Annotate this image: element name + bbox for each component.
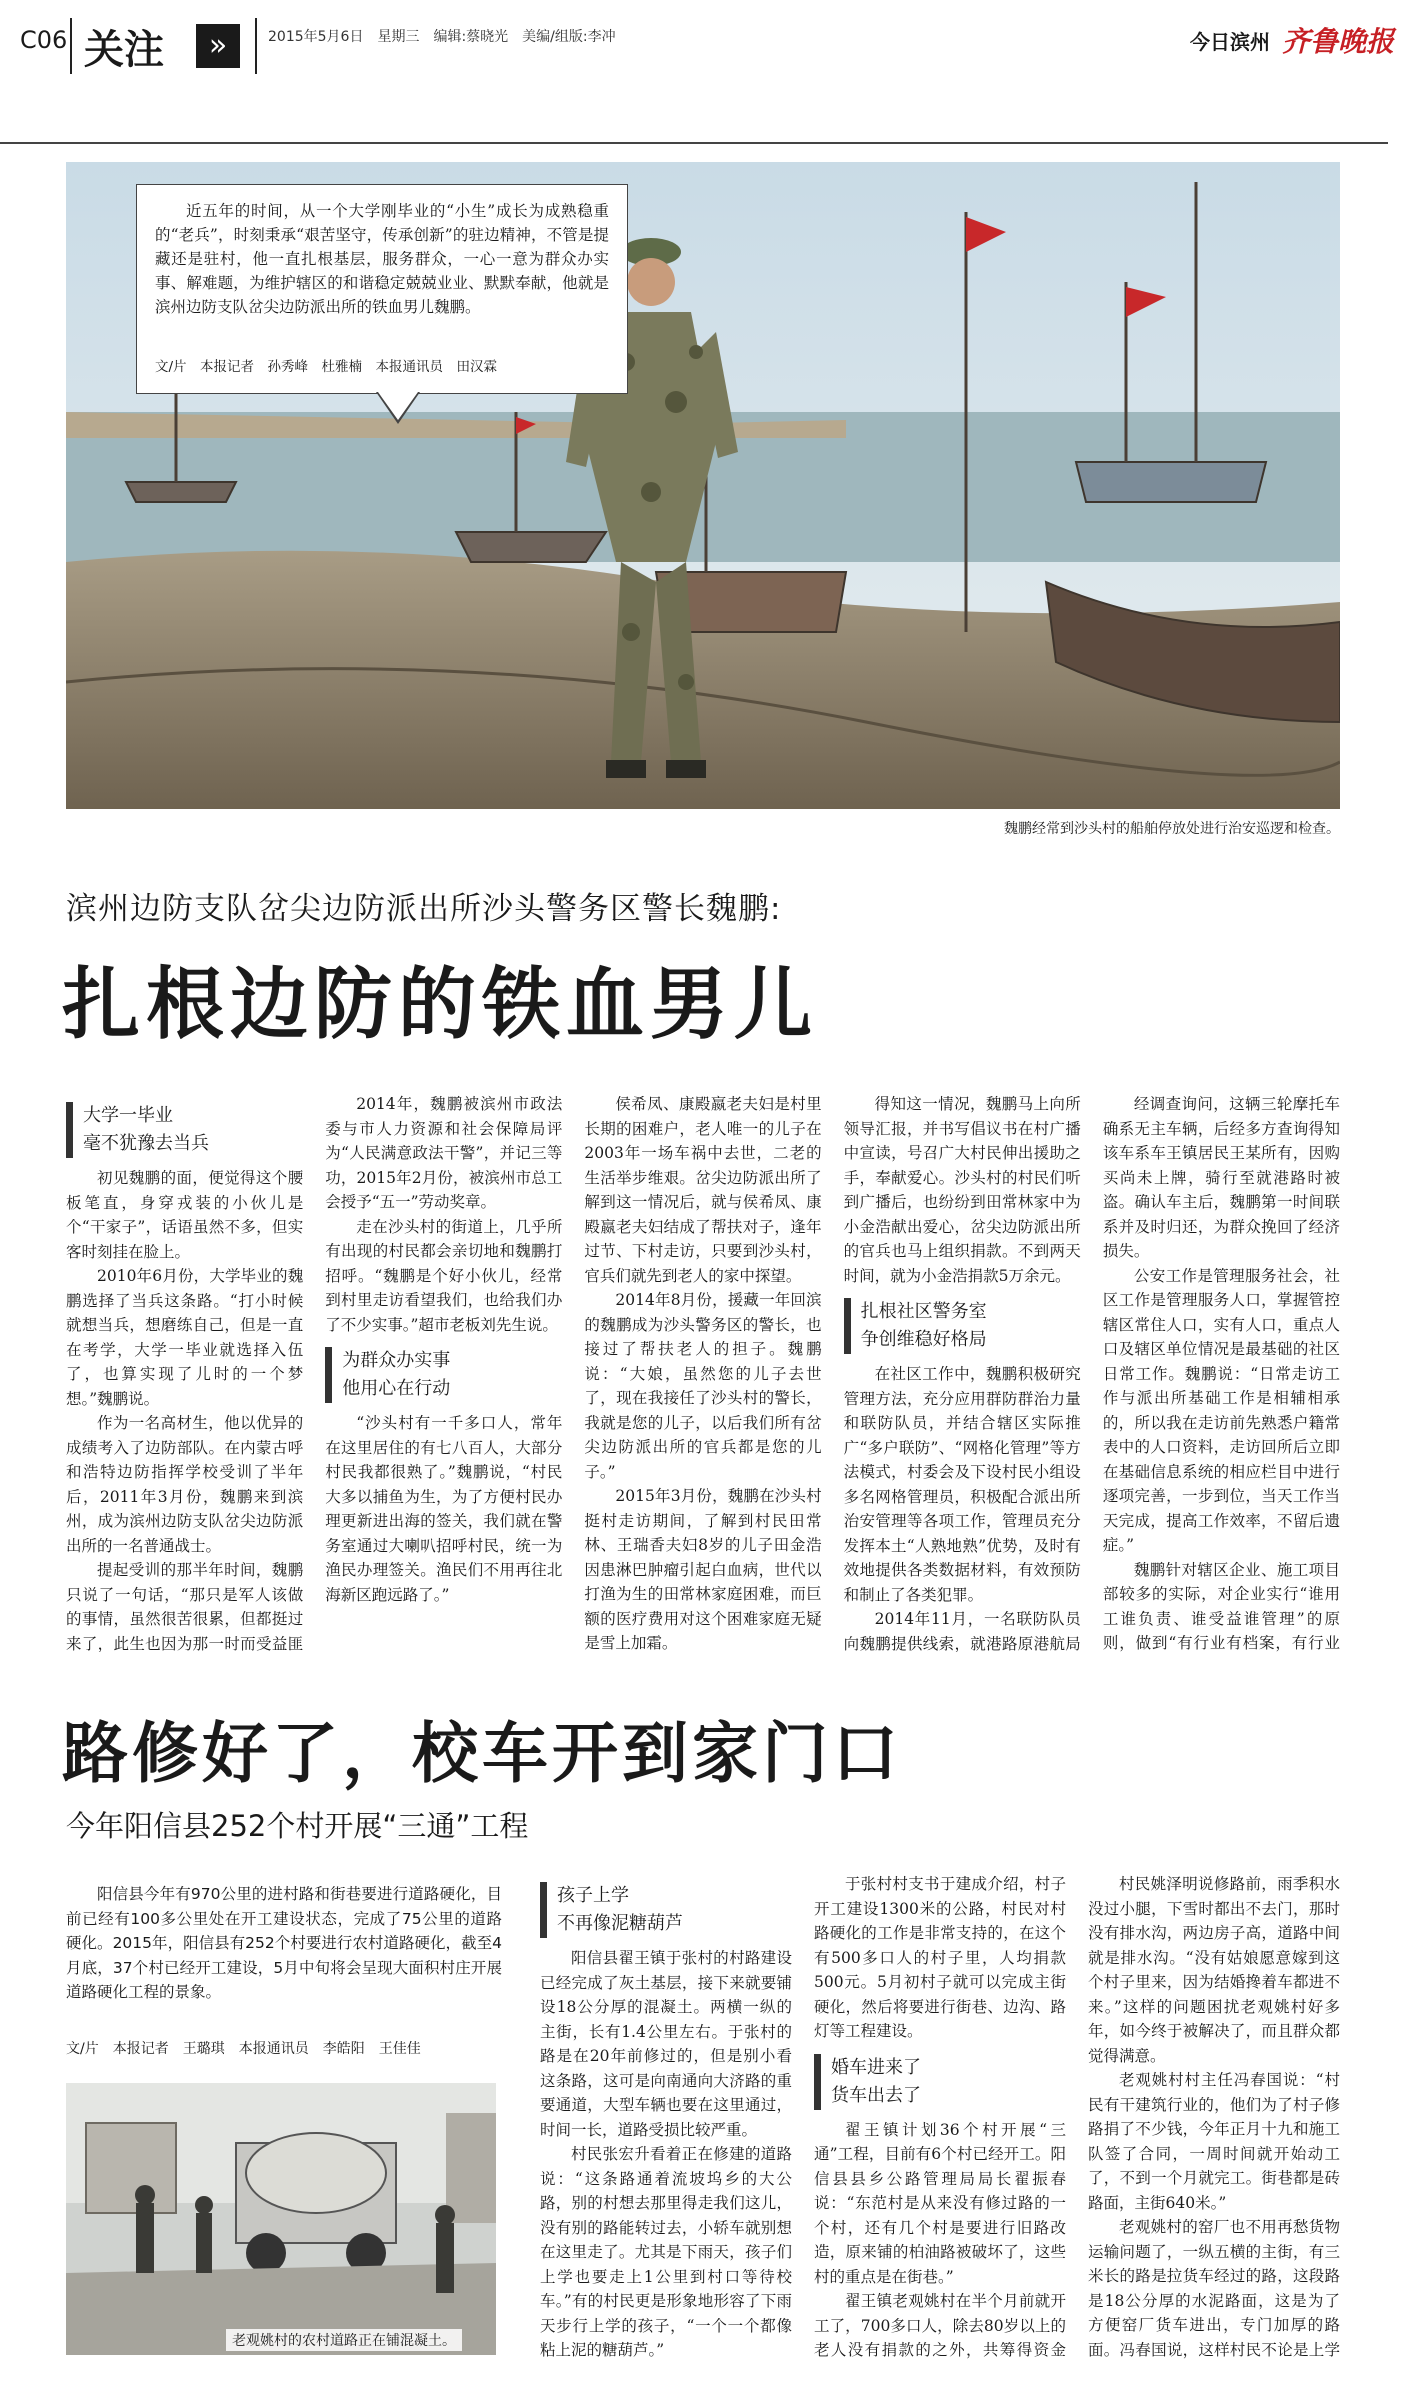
story2-lead: 阳信县今年有970公里的进村路和街巷要进行道路硬化，目前已经有100多公里处在开工建设状态，完成了75公里的道路硬化。2015年，阳信县有252个村要进行农村道路硬化，截至4月底，37个村已经开工建设，5月中旬将会呈现大面积村庄开展道路硬化工程的景象。: [66, 1885, 502, 2001]
paragraph: “沙头村有一千多口人，常年在这里居住的有七八百人，大部分村民我都很熟了。”魏鹏说，“村民大多以捕鱼为生，为了方便村民办理更新进出海的签关，我们就在警务室通过大喇叭招呼村民，统一为渔民办理签关。渔民们不用再往北海新区跑远路了。”: [325, 1414, 563, 1604]
paragraph: 村民张宏升看着正在修建的道路说：“这条路通着流坡坞乡的大公路，别的村想去那里得走我们这儿，没有别的路能转过去，小轿车就别想在这里走了。尤其是下雨天，孩子们上学也要走上1公里到村口等待校车。”有的村民更是形象地形容了下雨天步行上学的孩子，“一个一个都像粘上泥的糖葫芦。”: [540, 2145, 792, 2359]
story2-photo: [66, 2083, 496, 2355]
story2-col-3: [1088, 1872, 1340, 2362]
story1-col-2: [325, 1092, 562, 1652]
story2-headline: 路修好了，校车开到家门口: [62, 1715, 902, 1792]
paragraph: 在社区工作中，魏鹏积极研究管理方法，充分应用群防群治力量和联防队员，并结合辖区实际推广“多户联防”、“网格化管理”等方法模式，村委会及下设村民小组设多名网格管理员，积极配合派出所治安管理等各项工作，管理员充分发挥本土“人熟地熟”优势，及时有效地提供各类数据材料，有效预防和制止了各类犯罪。: [843, 1365, 1081, 1604]
subhead-line: 婚车进来了: [831, 2056, 921, 2078]
story1-col-4: [844, 1092, 1081, 1652]
paragraph: 老观姚村村主任冯春国说：“村民有干建筑行业的，他们为了村子修路捐了不少钱，今年正月十九和施工队签了合同，一周时间就开始动工了，不到一个月就完工。街巷都是砖路面，主街640米。”: [1088, 2071, 1340, 2212]
story2-subhead-2: [814, 2054, 1066, 2110]
story2-subhead-1: [540, 1882, 792, 1938]
subhead-line: 为群众办实事: [342, 1350, 451, 1371]
brand-logo: 齐鲁晚报: [1282, 25, 1395, 58]
subhead-line: 不再像泥糖葫芦: [557, 1913, 683, 1934]
page-header: [0, 12, 1409, 82]
page-number: C06: [20, 26, 68, 54]
road-paving-illustration: [66, 2083, 496, 2355]
subhead-line: 他用心在行动: [342, 1378, 451, 1399]
paragraph: 2010年6月份，大学毕业的魏鹏选择了当兵这条路。“打小时候就想当兵，想磨练自己，但是一直在考学，大学一毕业就选择入伍了，也算实现了儿时的一个梦想。”魏鹏说。: [66, 1267, 304, 1408]
story1-subhead-2: [325, 1347, 562, 1403]
subhead-line: 大学一毕业: [83, 1105, 173, 1126]
paragraph: 翟王镇计划36个村开展“三通”工程，目前有6个村已经开工。阳信县县乡公路管理局局长翟振春说：“东范村是从来没有修过路的一个村，还有几个村是要进行旧路改造，原来铺的柏油路被破坏了，这些村的重点是在街巷。”: [814, 2120, 1066, 2286]
paragraph: 于张村村支书于建成介绍，村子开工建设1300米的公路，村民对村路硬化的工作是非常支持的，在这个有500多口人的村子里，人均捐款500元。5月初村子就可以完成主街硬化，然后将要进行街巷、边沟、路灯等工程建设。: [814, 1875, 1066, 2040]
story2-subhead: 今年阳信县252个村开展“三通”工程: [66, 1809, 529, 1843]
header-rule: [0, 142, 1388, 144]
paragraph: 公安工作是管理服务社会，社区工作是管理服务人口，掌握管控辖区常住人口，实有人口，重点人口及辖区单位情况是最基础的社区日常工作。魏鹏说：“日常走访工作与派出所基础工作是相辅相承的，所以我在走访前先熟悉户籍常表中的人口资料，走访回所后立即在基础信息系统的相应栏目中进行逐项完善，一步到位，当天工作当天完成，提高工作效率，不留后遗症。”: [1102, 1266, 1341, 1554]
story2-col-1: [540, 1872, 792, 2362]
header-divider-left: [70, 18, 72, 74]
paragraph: 村民姚泽明说修路前，雨季积水没过小腿，下雪时都出不去门，那时没有排水沟，两边房子高，道路中间就是排水沟。“没有姑娘愿意嫁到这个村子里来，因为结婚搀着车都进不来。”这样的问题困扰老观姚村好多年，如今终于被解决了，而且群众都觉得满意。: [1088, 1875, 1340, 2065]
brand-name: 今日滨州: [1190, 30, 1270, 54]
story1-headline: 扎根边防的铁血男儿: [62, 960, 819, 1050]
subhead-line: 孩子上学: [557, 1885, 629, 1906]
paragraph: 经调查询问，这辆三轮摩托车确系无主车辆，后经多方查询得知该车系车王镇居民王某所有，因购买尚未上牌，骑行至就港路时被盗。确认车主后，魏鹏第一时间联系并及时归还，为群众挽回了经济损失。: [1102, 1095, 1341, 1260]
issue-info: 2015年5月6日 星期三 编辑:蔡晓光 美编/组版:李冲: [268, 29, 616, 45]
paragraph: 翟王镇老观姚村在半个月前就开工了，700多口人，除去80岁以上的老人没有捐款的之外，共筹得资金: [814, 2292, 1066, 2359]
story1-col-1: [66, 1092, 303, 1652]
story1-kicker: 滨州边防支队岔尖边防派出所沙头警务区警长魏鹏:: [66, 891, 782, 927]
paragraph: 2014年，魏鹏被滨州市政法委与市人力资源和社会保障局评为“人民满意政法干警”，并记三等功，2015年2月份，被滨州市总工会授予“五一”劳动奖章。: [325, 1095, 563, 1211]
paragraph: 作为一名高材生，他以优异的成绩考入了边防部队。在内蒙古呼和浩特边防指挥学校受训了半年后，2011年3月份，魏鹏来到滨州，成为滨州边防支队岔尖边防派出所的一名普通战士。: [66, 1414, 304, 1555]
paragraph: 走在沙头村的街道上，几乎所有出现的村民都会亲切地和魏鹏打招呼。“魏鹏是个好小伙儿，经常到村里走访看望我们，也给我们办了不少实事。”超市老板刘先生说。: [325, 1217, 563, 1334]
story1-body: [66, 1092, 1340, 1652]
story2-col-2: [814, 1872, 1066, 2362]
story1-col-3: [584, 1092, 821, 1652]
subhead-line: 毫不犹豫去当兵: [83, 1133, 209, 1154]
paragraph: 阳信县翟王镇于张村的村路建设已经完成了灰土基层，接下来就要铺设18公分厚的混凝土。两横一纵的主街，长有1.4公里左右。于张村的路是在20年前修过的，但是别小看这条路，这可是向南通向大济路的重要通道，大型车辆也要在这里通过，时间一长，道路受损比较严重。: [540, 1949, 792, 2139]
story2-byline: 文/片 本报记者 王璐琪 本报通讯员 李皓阳 王佳佳: [66, 2041, 421, 2057]
paragraph: 侯希凤、康殿嬴老夫妇是村里长期的困难户，老人唯一的儿子在2003年一场车祸中去世，二老的生活举步维艰。岔尖边防派出所了解到这一情况后，就与侯希凤、康殿嬴老夫妇结成了帮扶对子，逢年过节、下村走访，只要到沙头村，官兵们就先到老人的家中探望。: [584, 1095, 822, 1285]
intro-callout: [136, 184, 628, 394]
story2-photo-caption: 老观姚村的农村道路正在铺混凝土。: [226, 2329, 462, 2351]
paragraph: 老观姚村的窑厂也不用再愁货物运输问题了，一纵五横的主街，有三米长的路是拉货车经过的路，这段路是18公分厚的水泥路面，这是为了方便窑厂货车进出，专门加厚的路面。冯春国说，这样村民不论是上学: [1088, 2218, 1340, 2359]
story1-photo-caption: 魏鹏经常到沙头村的船舶停放处进行治安巡逻和检查。: [1004, 821, 1340, 837]
subhead-line: 货车出去了: [831, 2084, 921, 2106]
story1-subhead-1: [66, 1102, 303, 1158]
paragraph: 提起受训的那半年时间，魏鹏只说了一句话，“那只是军人该做的事情，虽然很苦很累，但都挺过来了，此生也因为那一时而受益匪: [66, 1561, 304, 1652]
story1-col-5: [1103, 1092, 1340, 1652]
story1-byline: 文/片 本报记者 孙秀峰 杜雅楠 本报通讯员 田汉霖: [155, 359, 498, 375]
paragraph: 初见魏鹏的面，便觉得这个腰板笔直，身穿戎装的小伙儿是个“干家子”，话语虽然不多，但实客时刻挂在脸上。: [66, 1169, 304, 1261]
paragraph: 2015年3月份，魏鹏在沙头村挺村走访期间，了解到村民田常林、王瑞香夫妇8岁的儿子田金浩因患淋巴肿瘤引起白血病，世代以打渔为生的田常林家庭困难，而巨额的医疗费用对这个困难家庭无疑是雪上加霜。: [584, 1487, 822, 1652]
paragraph: 得知这一情况，魏鹏马上向所领导汇报，并书写倡议书在村广播中宣读，号召广大村民伸出援助之手，奉献爱心。沙头村的村民们听到广播后，也纷纷到田常林家中为小金浩献出爱心，岔尖边防派出所的官兵也马上组织捐款。不到两天时间，就为小金浩捐款5万余元。: [843, 1095, 1081, 1285]
subhead-line: 争创维稳好格局: [860, 1329, 987, 1350]
paragraph: 2014年11月，一名联防队员向魏鹏提供线索，就港路原港航局: [843, 1610, 1081, 1652]
story2-body: [540, 1872, 1340, 2362]
section-title: 关注: [84, 27, 164, 73]
paragraph: 2014年8月份，援藏一年回滨的魏鹏成为沙头警务区的警长，也接过了帮扶老人的担子。魏鹏说：“大娘，虽然您的儿子去世了，现在我接任了沙头村的警长，我就是您的儿子，以后我们所有岔尖边防派出所的官兵都是您的儿子。”: [584, 1291, 822, 1481]
callout-pointer-inner: [378, 392, 418, 420]
story1-photo: [66, 162, 1340, 809]
header-divider-mid: [255, 18, 257, 74]
subhead-line: 扎根社区警务室: [860, 1301, 987, 1322]
section-arrow-icon: »: [196, 24, 240, 68]
paragraph: 魏鹏针对辖区企业、施工项目部较多的实际，对企业实行“谁用工谁负责、谁受益谁管理”的原则，做到“有行业有档案，有行业: [1102, 1560, 1341, 1652]
intro-text: 近五年的时间，从一个大学刚毕业的“小生”成长为成熟稳重的“老兵”，时刻秉承“艰苦坚守，传承创新”的驻边精神，不管是提藏还是驻村，他一直扎根基层，服务群众，一心一意为群众办实事、解难题，为维护辖区的和谐稳定兢兢业业、默默奉献，他就是滨州边防支队岔尖边防派出所的铁血男儿魏鹏。: [155, 202, 609, 316]
story1-subhead-3: [844, 1298, 1081, 1354]
